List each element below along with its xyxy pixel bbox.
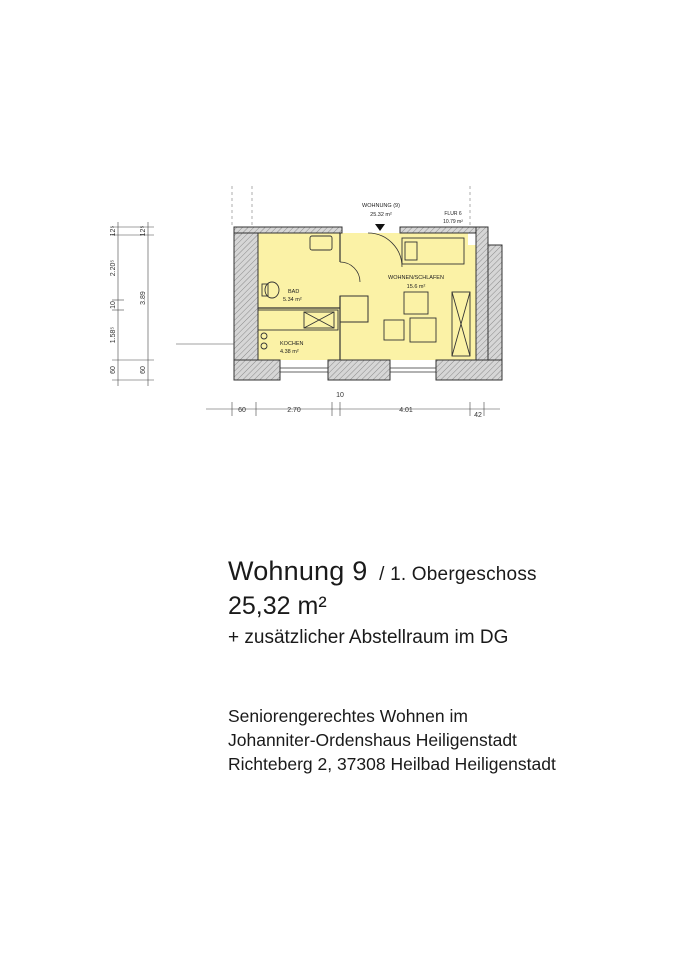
room-area-kitchen: 4.38 m² <box>280 349 299 355</box>
apartment-area: 25.32 m² <box>370 212 392 218</box>
apartment-label: WOHNUNG (9) <box>362 203 400 209</box>
dim-bottom-5: 42 <box>474 412 482 419</box>
corridor-label: FLUR 6 <box>444 211 462 217</box>
floor-label: / 1. Obergeschoss <box>379 564 537 585</box>
wall-bottom-1 <box>234 360 280 380</box>
wall-top-right <box>400 227 476 233</box>
address-line: Richteberg 2, 37308 Heilbad Heiligenstadt <box>228 754 556 774</box>
dim-bottom-3: 10 <box>336 392 344 399</box>
extra-storage-note: + zusätzlicher Abstellraum im DG <box>228 627 509 648</box>
wall-top-left <box>234 227 342 233</box>
wall-bottom-3 <box>436 360 502 380</box>
address-line: Johanniter-Ordenshaus Heiligenstadt <box>228 730 517 750</box>
address-line: Seniorengerechtes Wohnen im <box>228 706 468 726</box>
dim-left-total-2: 3.89 <box>140 291 147 305</box>
room-area-living: 15.6 m² <box>406 284 426 290</box>
dim-left-2: 2.20⁵ <box>110 259 117 277</box>
dim-left-5: 60 <box>110 366 117 374</box>
dim-bottom-1: 60 <box>238 407 246 414</box>
corridor-area: 10.79 m² <box>443 219 463 225</box>
entry-arrow-icon <box>375 224 385 231</box>
room-name-living: WOHNEN/SCHLAFEN <box>388 275 444 281</box>
dim-left-total-3: 60 <box>140 366 147 374</box>
room-name-kitchen: KOCHEN <box>280 341 304 347</box>
dim-left-total-1: 12⁵ <box>140 225 147 237</box>
dim-bottom-4: 4.01 <box>399 407 413 414</box>
dim-bottom-2: 2.70 <box>287 407 301 414</box>
room-name-bath: BAD <box>288 289 300 295</box>
dim-left-4: 1.58⁵ <box>110 326 117 344</box>
dim-left-3: 10 <box>110 301 117 309</box>
apartment-title <box>228 556 537 587</box>
wall-bottom-2 <box>328 360 390 380</box>
floor-plan <box>0 0 678 440</box>
apartment-area-total: 25,32 m² <box>228 592 327 620</box>
wall-right <box>476 227 488 380</box>
dim-left-1: 12⁵ <box>110 225 117 237</box>
apartment-name: Wohnung 9 <box>228 556 368 586</box>
room-area-bath: 5.34 m² <box>283 297 302 303</box>
wall-left <box>234 227 258 380</box>
